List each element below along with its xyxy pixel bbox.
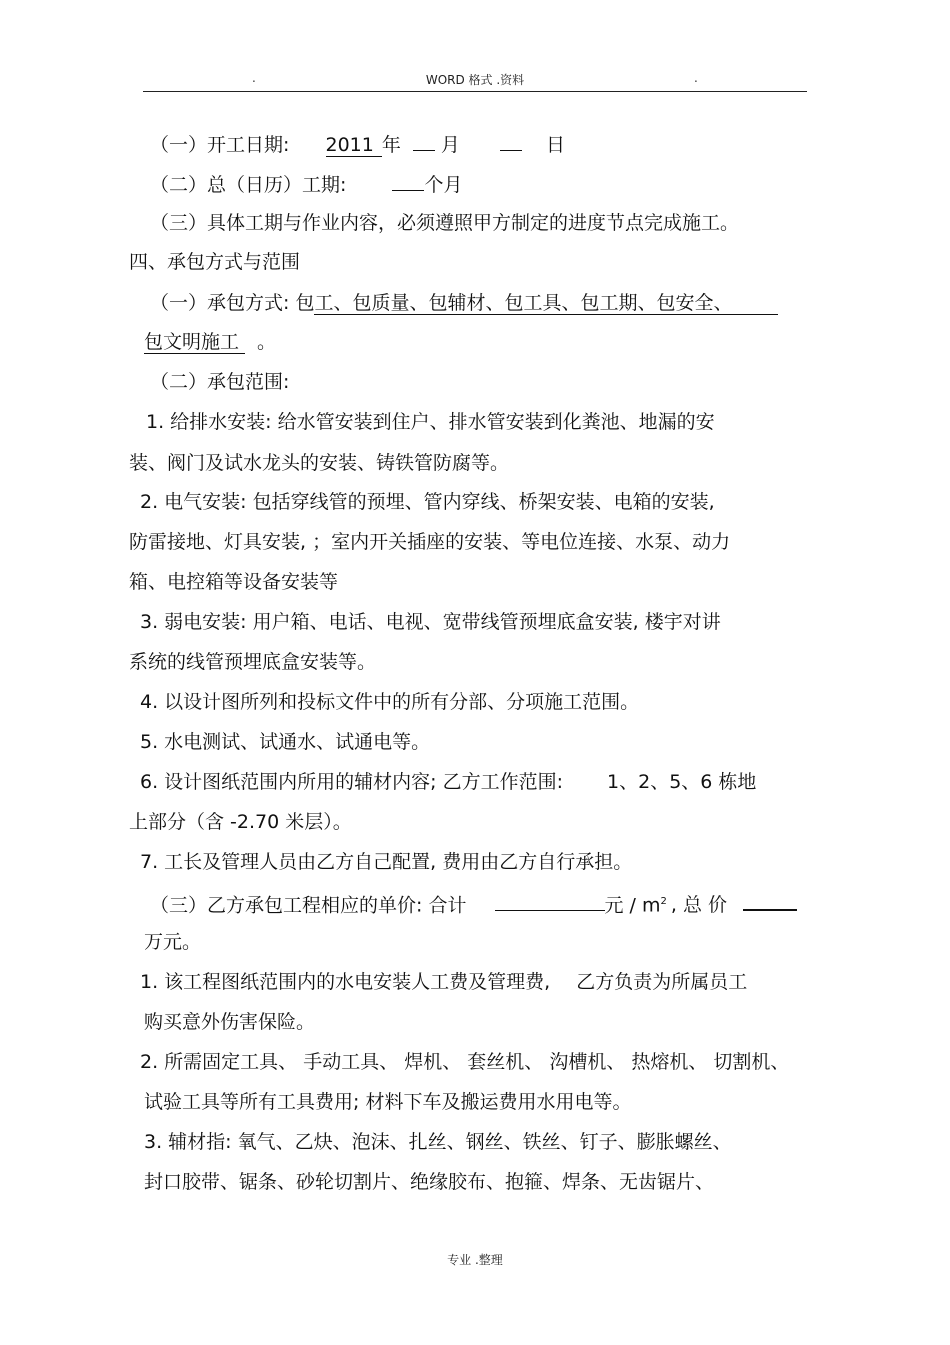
contract-method-cont <box>144 330 276 354</box>
scope-label: 6. 设计图纸范围内所用的辅材内容; 乙方工作范围: <box>140 771 564 793</box>
scope-value: 1、2、5、6 栋地 <box>607 771 757 793</box>
month-unit: 月 <box>440 134 460 156</box>
paragraph-line: 4. 以设计图所列和投标文件中的所有分部、分项施工范围。 <box>140 691 640 713</box>
start-year: 2011 <box>326 134 382 157</box>
paragraph-line: （三）具体工期与作业内容，必须遵照甲方制定的进度节点完成施工。 <box>150 212 740 234</box>
paragraph-line: 防雷接地、灯具安装, ；室内开关插座的安装、等电位连接、水泵、动力 <box>129 531 731 553</box>
day-blank <box>500 131 522 151</box>
start-date-line <box>150 131 565 157</box>
unit-price-blank <box>495 891 605 911</box>
duration-label: （二）总（日历）工期: <box>150 174 347 196</box>
paragraph-line: 7. 工长及管理人员由乙方自己配置, 费用由乙方自行承担。 <box>140 851 633 873</box>
paragraph-line: 试验工具等所有工具费用; 材料下车及搬运费用水用电等。 <box>144 1091 632 1113</box>
paragraph-line: 购买意外伤害保险。 <box>144 1011 316 1033</box>
day-unit: 日 <box>545 134 565 156</box>
paragraph-line: 万元。 <box>144 931 202 953</box>
section-heading: 四、承包方式与范围 <box>129 251 301 273</box>
paragraph-line: （二）承包范围: <box>150 371 290 393</box>
paragraph-line: 2. 所需固定工具、 手动工具、 焊机、 套丝机、 沟槽机、 热熔机、 切割机、 <box>140 1051 790 1073</box>
unit-price-unit: 元 / m <box>604 894 661 917</box>
contract-method-value-2: 包文明施工 <box>144 331 245 354</box>
header-dot-right: . <box>694 71 698 85</box>
month-blank <box>413 131 435 151</box>
header-dot-left: . <box>252 71 256 85</box>
paragraph-line <box>140 970 747 994</box>
period-mark: 。 <box>257 331 277 353</box>
duration-line <box>150 171 462 197</box>
unit-price-label: （三）乙方承包工程相应的单价: 合计 <box>150 894 467 917</box>
insurance-text: 乙方负责为所属员工 <box>576 971 748 993</box>
paragraph-line: 上部分（含 -2.70 米层）。 <box>129 811 352 833</box>
paragraph-line: 装、阀门及试水龙头的安装、铸铁管防腐等。 <box>129 452 510 474</box>
year-unit: 年 <box>381 134 401 156</box>
start-date-label: （一）开工日期: <box>150 134 290 156</box>
contract-method-line <box>150 291 824 315</box>
paragraph-line <box>140 770 756 794</box>
total-price-blank <box>743 890 797 911</box>
duration-blank <box>392 171 424 191</box>
unit-price-line <box>150 890 797 917</box>
labor-fee-text: 1. 该工程图纸范围内的水电安装人工费及管理费, <box>140 971 551 993</box>
duration-unit: 个月 <box>424 174 463 196</box>
total-price-label: , 总 价 <box>670 894 727 917</box>
contract-method-value: 工、包质量、包辅材、包工具、包工期、包安全、 <box>314 292 778 315</box>
paragraph-line: 系统的线管预埋底盒安装等。 <box>129 651 377 673</box>
paragraph-line: 3. 辅材指: 氧气、乙炔、泡沫、扎丝、钢丝、铁丝、钉子、膨胀螺丝、 <box>144 1131 732 1153</box>
paragraph-line: 箱、电控箱等设备安装等 <box>129 571 339 593</box>
contract-method-label: （一）承包方式: 包 <box>150 292 315 314</box>
header-title: WORD 格式 .资料 <box>425 73 525 87</box>
header-rule <box>143 91 807 92</box>
paragraph-line: 2. 电气安装: 包括穿线管的预埋、管内穿线、桥架安装、电箱的安装, <box>140 491 715 513</box>
paragraph-line: 1. 给排水安装: 给水管安装到住户、排水管安装到化粪池、地漏的安 <box>146 411 715 433</box>
paragraph-line: 5. 水电测试、试通水、试通电等。 <box>140 731 431 753</box>
unit-sup: 2 <box>660 896 667 907</box>
footer-text: 专业 .整理 <box>447 1253 503 1267</box>
paragraph-line: 封口胶带、锯条、砂轮切割片、绝缘胶布、抱箍、焊条、无齿锯片、 <box>144 1171 715 1193</box>
paragraph-line: 3. 弱电安装: 用户箱、电话、电视、宽带线管预埋底盒安装, 楼宇对讲 <box>140 611 721 633</box>
